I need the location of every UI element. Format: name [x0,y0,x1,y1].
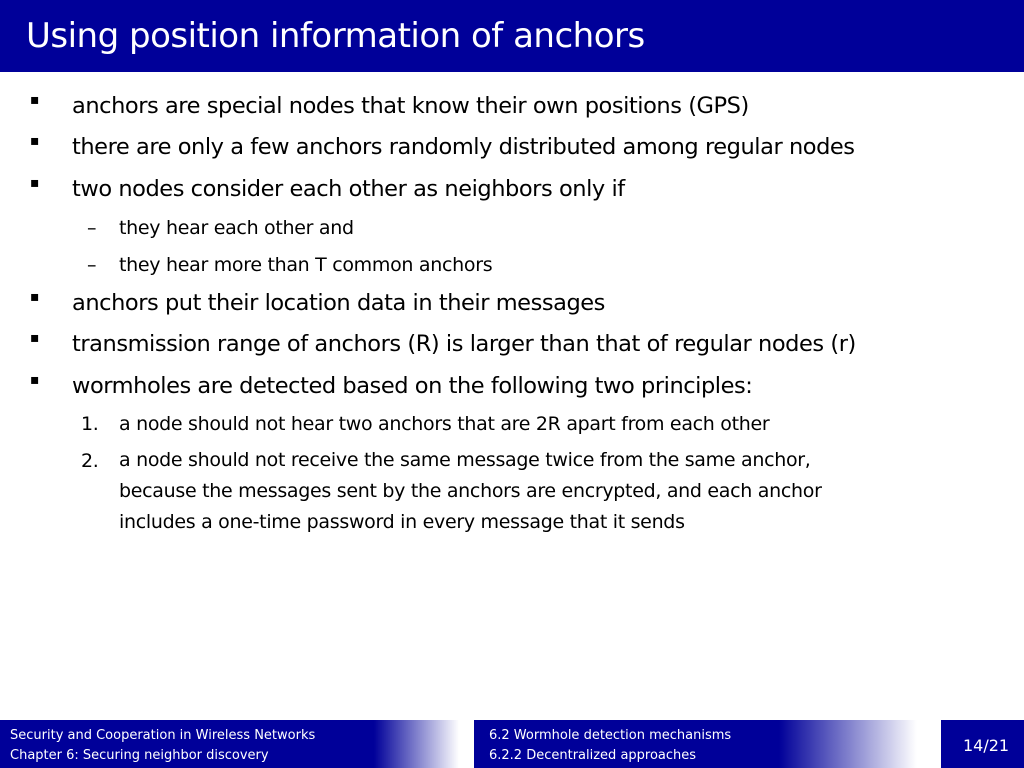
bullet-square-icon: ▪ [30,289,40,305]
numbered-item-line: includes a one-time password in every message that it sends [119,511,685,533]
footer-subsection: 6.2.2 Decentralized approaches [489,748,697,763]
numbered-item-line: because the messages sent by the anchors are encrypted, and each anchor [119,480,822,502]
bullet-square-icon: ▪ [30,372,40,388]
bullet-square-icon: ▪ [30,175,40,191]
bullet-text: anchors are special nodes that know their own positions (GPS) [72,93,749,119]
sub-bullet-text: they hear more than T common anchors [119,254,493,276]
footer-gradient-right [779,720,941,768]
page-number: 14/21 [963,736,1010,755]
bullet-text: two nodes consider each other as neighbors only if [72,176,625,202]
bullet-text: anchors put their location data in their messages [72,290,605,316]
title-bar [0,0,1024,72]
bullet-text: transmission range of anchors (R) is larger than that of regular nodes (r) [72,331,856,357]
footer-gradient-left [374,720,474,768]
bullet-square-icon: ▪ [30,92,40,108]
footer-course-title: Security and Cooperation in Wireless Networks [10,728,316,743]
footer-chapter: Chapter 6: Securing neighbor discovery [10,748,269,763]
numbered-item-text: a node should not hear two anchors that are 2R apart from each other [119,413,770,435]
item-number: 1. [81,413,99,435]
footer-section: 6.2 Wormhole detection mechanisms [489,728,732,743]
bullet-text: there are only a few anchors randomly distributed among regular nodes [72,134,855,160]
bullet-square-icon: ▪ [30,330,40,346]
numbered-item-line: a node should not receive the same message twice from the same anchor, [119,449,811,471]
bullet-square-icon: ▪ [30,133,40,149]
item-number: 2. [81,450,99,472]
dash-bullet-icon: – [87,254,97,276]
bullet-text: wormholes are detected based on the following two principles: [72,373,753,399]
footer-bar [0,720,1024,768]
numbered-item-text [119,445,822,538]
dash-bullet-icon: – [87,217,97,239]
slide-title: Using position information of anchors [26,16,645,56]
sub-bullet-text: they hear each other and [119,217,354,239]
